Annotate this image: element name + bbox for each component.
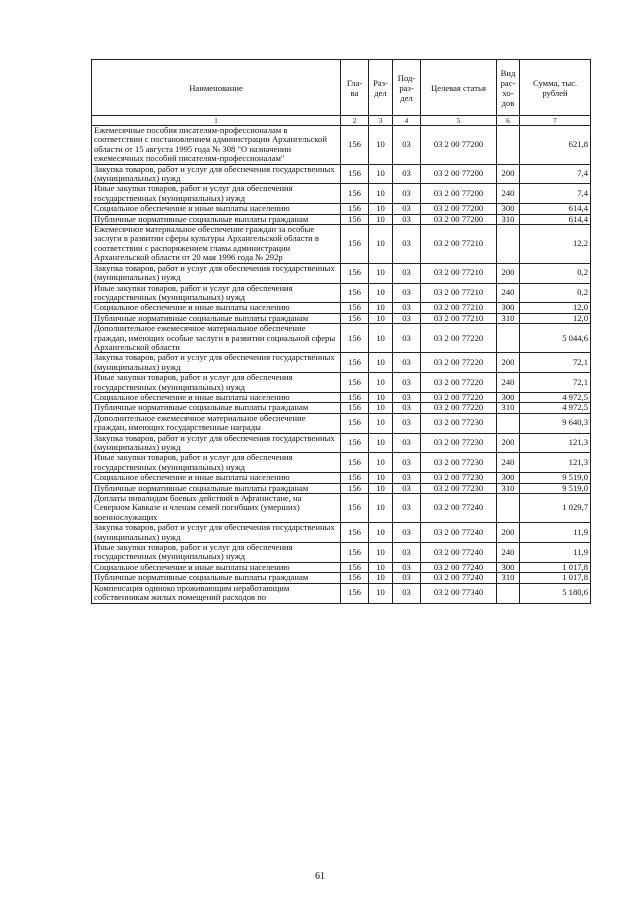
- row-vid: 310: [497, 483, 520, 493]
- row-podrazdel: 03: [393, 473, 421, 483]
- row-razdel: 10: [369, 573, 393, 583]
- row-vid: [497, 324, 520, 353]
- row-vid: 310: [497, 214, 520, 224]
- table-row: [92, 353, 591, 373]
- table-row: [92, 126, 591, 165]
- row-name: Закупка товаров, работ и услуг для обеспечения государственных (муниципальных) нужд: [92, 164, 341, 184]
- row-vid: 240: [497, 184, 520, 204]
- row-glava: 156: [341, 453, 369, 473]
- row-vid: 200: [497, 523, 520, 543]
- row-summa: 7,4: [520, 184, 591, 204]
- row-summa: 12,0: [520, 303, 591, 313]
- row-summa: 9 640,3: [520, 413, 591, 433]
- row-podrazdel: 03: [393, 543, 421, 563]
- row-name: Иные закупки товаров, работ и услуг для обеспечения государственных (муниципальных) нужд: [92, 283, 341, 303]
- row-razdel: 10: [369, 184, 393, 204]
- row-name: Дополнительное ежемесячное материальное обеспечение граждан, имеющих особые заслуги в развитии социальной сферы Архангельской области: [92, 324, 341, 353]
- row-name: Иные закупки товаров, работ и услуг для обеспечения государственных (муниципальных) нужд: [92, 543, 341, 563]
- table-body: [92, 126, 591, 604]
- row-razdel: 10: [369, 263, 393, 283]
- row-vid: [497, 225, 520, 264]
- row-vid: 240: [497, 283, 520, 303]
- column-number-row: [92, 116, 591, 126]
- row-statya: 03 2 00 77210: [421, 303, 497, 313]
- row-summa: 4 972,5: [520, 403, 591, 413]
- row-statya: 03 2 00 77200: [421, 184, 497, 204]
- row-glava: 156: [341, 523, 369, 543]
- table-row: [92, 164, 591, 184]
- column-number: 5: [421, 116, 497, 126]
- table-row: [92, 494, 591, 523]
- row-statya: 03 2 00 77340: [421, 583, 497, 603]
- header-row: [92, 60, 591, 116]
- table-row: [92, 573, 591, 583]
- row-razdel: 10: [369, 353, 393, 373]
- row-summa: 5 180,6: [520, 583, 591, 603]
- row-vid: [497, 413, 520, 433]
- row-summa: 12,0: [520, 313, 591, 323]
- row-podrazdel: 03: [393, 523, 421, 543]
- row-name: Компенсация одиноко проживающим неработающим собственникам жилых помещений расходов по: [92, 583, 341, 603]
- row-name: Дополнительное ежемесячное материальное обеспечение граждан, имеющих государственные награды: [92, 413, 341, 433]
- row-name: Закупка товаров, работ и услуг для обеспечения государственных (муниципальных) нужд: [92, 353, 341, 373]
- table-row: [92, 392, 591, 402]
- row-vid: 300: [497, 303, 520, 313]
- row-vid: 300: [497, 473, 520, 483]
- table-row: [92, 583, 591, 603]
- row-razdel: 10: [369, 483, 393, 493]
- row-statya: 03 2 00 77240: [421, 523, 497, 543]
- row-name: Публичные нормативные социальные выплаты гражданам: [92, 483, 341, 493]
- row-summa: 614,4: [520, 214, 591, 224]
- row-vid: 300: [497, 204, 520, 214]
- row-statya: 03 2 00 77200: [421, 214, 497, 224]
- row-glava: 156: [341, 373, 369, 393]
- row-name: Социальное обеспечение и иные выплаты населению: [92, 204, 341, 214]
- table-row: [92, 214, 591, 224]
- row-glava: 156: [341, 543, 369, 563]
- row-razdel: 10: [369, 392, 393, 402]
- row-razdel: 10: [369, 523, 393, 543]
- row-summa: 9 519,0: [520, 473, 591, 483]
- table-row: [92, 403, 591, 413]
- row-podrazdel: 03: [393, 483, 421, 493]
- row-podrazdel: 03: [393, 184, 421, 204]
- row-podrazdel: 03: [393, 324, 421, 353]
- row-razdel: 10: [369, 583, 393, 603]
- header-statya: Целевая статья: [421, 60, 497, 116]
- table-row: [92, 263, 591, 283]
- row-statya: 03 2 00 77220: [421, 392, 497, 402]
- row-statya: 03 2 00 77220: [421, 373, 497, 393]
- header-summa: Сумма, тыс. рублей: [520, 60, 591, 116]
- row-summa: 12,2: [520, 225, 591, 264]
- row-glava: 156: [341, 204, 369, 214]
- row-summa: 121,3: [520, 453, 591, 473]
- row-summa: 121,3: [520, 433, 591, 453]
- row-vid: [497, 494, 520, 523]
- row-podrazdel: 03: [393, 126, 421, 165]
- table-row: [92, 324, 591, 353]
- row-glava: 156: [341, 303, 369, 313]
- row-glava: 156: [341, 225, 369, 264]
- row-vid: 200: [497, 164, 520, 184]
- row-podrazdel: 03: [393, 494, 421, 523]
- row-statya: 03 2 00 77220: [421, 324, 497, 353]
- row-vid: 310: [497, 573, 520, 583]
- row-name: Социальное обеспечение и иные выплаты населению: [92, 392, 341, 402]
- row-statya: 03 2 00 77230: [421, 413, 497, 433]
- row-podrazdel: 03: [393, 214, 421, 224]
- row-razdel: 10: [369, 126, 393, 165]
- row-name: Закупка товаров, работ и услуг для обеспечения государственных (муниципальных) нужд: [92, 433, 341, 453]
- row-glava: 156: [341, 392, 369, 402]
- row-summa: 0,2: [520, 283, 591, 303]
- table-row: [92, 373, 591, 393]
- row-summa: 1 029,7: [520, 494, 591, 523]
- row-statya: 03 2 00 77230: [421, 433, 497, 453]
- row-razdel: 10: [369, 473, 393, 483]
- table-row: [92, 433, 591, 453]
- table-row: [92, 543, 591, 563]
- row-razdel: 10: [369, 303, 393, 313]
- row-name: Ежемесячные пособия писателям-профессионалам в соответствии с постановлением администрации Архангельской области от 15 августа 1995 года № 308 "О назначении ежемесячных пособий писателям-профессионалам": [92, 126, 341, 165]
- row-podrazdel: 03: [393, 453, 421, 473]
- row-summa: 11,9: [520, 543, 591, 563]
- row-summa: 5 044,6: [520, 324, 591, 353]
- row-summa: 1 017,8: [520, 562, 591, 572]
- row-statya: 03 2 00 77240: [421, 573, 497, 583]
- row-statya: 03 2 00 77240: [421, 494, 497, 523]
- row-podrazdel: 03: [393, 413, 421, 433]
- row-statya: 03 2 00 77220: [421, 353, 497, 373]
- table-row: [92, 562, 591, 572]
- row-summa: 621,8: [520, 126, 591, 165]
- row-name: Публичные нормативные социальные выплаты гражданам: [92, 313, 341, 323]
- row-razdel: 10: [369, 562, 393, 572]
- table-row: [92, 453, 591, 473]
- row-summa: 9 519,0: [520, 483, 591, 493]
- row-summa: 614,4: [520, 204, 591, 214]
- row-podrazdel: 03: [393, 164, 421, 184]
- row-statya: 03 2 00 77210: [421, 263, 497, 283]
- row-razdel: 10: [369, 324, 393, 353]
- row-glava: 156: [341, 413, 369, 433]
- row-statya: 03 2 00 77200: [421, 164, 497, 184]
- row-podrazdel: 03: [393, 403, 421, 413]
- row-name: Публичные нормативные социальные выплаты гражданам: [92, 403, 341, 413]
- row-glava: 156: [341, 562, 369, 572]
- row-vid: 200: [497, 433, 520, 453]
- table-row: [92, 473, 591, 483]
- table-row: [92, 184, 591, 204]
- row-razdel: 10: [369, 494, 393, 523]
- row-glava: 156: [341, 573, 369, 583]
- row-name: Иные закупки товаров, работ и услуг для обеспечения государственных (муниципальных) нужд: [92, 373, 341, 393]
- row-podrazdel: 03: [393, 263, 421, 283]
- header-vid: Вид рас-хо-дов: [497, 60, 520, 116]
- row-statya: 03 2 00 77200: [421, 126, 497, 165]
- row-statya: 03 2 00 77220: [421, 403, 497, 413]
- row-glava: 156: [341, 283, 369, 303]
- row-podrazdel: 03: [393, 573, 421, 583]
- row-razdel: 10: [369, 543, 393, 563]
- row-name: Социальное обеспечение и иные выплаты населению: [92, 562, 341, 572]
- row-name: Публичные нормативные социальные выплаты гражданам: [92, 573, 341, 583]
- row-summa: 11,9: [520, 523, 591, 543]
- row-summa: 4 972,5: [520, 392, 591, 402]
- table-row: [92, 313, 591, 323]
- row-podrazdel: 03: [393, 283, 421, 303]
- row-vid: [497, 126, 520, 165]
- row-podrazdel: 03: [393, 225, 421, 264]
- column-number: 3: [369, 116, 393, 126]
- row-statya: 03 2 00 77240: [421, 562, 497, 572]
- row-razdel: 10: [369, 453, 393, 473]
- table-row: [92, 523, 591, 543]
- row-glava: 156: [341, 483, 369, 493]
- row-statya: 03 2 00 77210: [421, 313, 497, 323]
- table-row: [92, 303, 591, 313]
- row-glava: 156: [341, 583, 369, 603]
- row-summa: 1 017,8: [520, 573, 591, 583]
- row-razdel: 10: [369, 313, 393, 323]
- row-vid: 300: [497, 392, 520, 402]
- row-statya: 03 2 00 77240: [421, 543, 497, 563]
- column-number: 1: [92, 116, 341, 126]
- row-podrazdel: 03: [393, 433, 421, 453]
- table-row: [92, 413, 591, 433]
- row-glava: 156: [341, 126, 369, 165]
- row-name: Социальное обеспечение и иные выплаты населению: [92, 303, 341, 313]
- table-row: [92, 225, 591, 264]
- row-summa: 72,1: [520, 353, 591, 373]
- row-razdel: 10: [369, 283, 393, 303]
- row-podrazdel: 03: [393, 303, 421, 313]
- row-vid: 200: [497, 353, 520, 373]
- row-vid: 300: [497, 562, 520, 572]
- row-podrazdel: 03: [393, 313, 421, 323]
- row-name: Закупка товаров, работ и услуг для обеспечения государственных (муниципальных) нужд: [92, 263, 341, 283]
- page-number: 61: [315, 871, 325, 882]
- row-name: Ежемесячное материальное обеспечение граждан за особые заслуги в развитии сферы культуры Архангельской области в соответствии с распоряжением главы администрации Архангельской области от 20 мая 1996 года № 292р: [92, 225, 341, 264]
- column-number: 7: [520, 116, 591, 126]
- row-statya: 03 2 00 77230: [421, 473, 497, 483]
- header-razdel: Раз-дел: [369, 60, 393, 116]
- header-podrazdel: Под-раз-дел: [393, 60, 421, 116]
- row-glava: 156: [341, 324, 369, 353]
- row-vid: 240: [497, 543, 520, 563]
- row-vid: 200: [497, 263, 520, 283]
- row-name: Публичные нормативные социальные выплаты гражданам: [92, 214, 341, 224]
- row-statya: 03 2 00 77200: [421, 204, 497, 214]
- row-summa: 0,2: [520, 263, 591, 283]
- row-podrazdel: 03: [393, 373, 421, 393]
- header-glava: Гла-ва: [341, 60, 369, 116]
- budget-table: [91, 59, 591, 604]
- row-glava: 156: [341, 353, 369, 373]
- row-vid: [497, 583, 520, 603]
- header-name: Наименование: [92, 60, 341, 116]
- row-razdel: 10: [369, 214, 393, 224]
- table-row: [92, 483, 591, 493]
- row-summa: 7,4: [520, 164, 591, 184]
- row-razdel: 10: [369, 204, 393, 214]
- row-summa: 72,1: [520, 373, 591, 393]
- row-glava: 156: [341, 184, 369, 204]
- row-razdel: 10: [369, 413, 393, 433]
- row-name: Социальное обеспечение и иные выплаты населению: [92, 473, 341, 483]
- row-statya: 03 2 00 77230: [421, 453, 497, 473]
- row-razdel: 10: [369, 403, 393, 413]
- row-name: Доплаты инвалидам боевых действий в Афганистане, на Северном Кавказе и членам семей погибших (умерших) военнослужащих: [92, 494, 341, 523]
- row-glava: 156: [341, 433, 369, 453]
- row-podrazdel: 03: [393, 204, 421, 214]
- row-glava: 156: [341, 473, 369, 483]
- row-glava: 156: [341, 164, 369, 184]
- row-vid: 240: [497, 453, 520, 473]
- row-statya: 03 2 00 77210: [421, 283, 497, 303]
- row-glava: 156: [341, 403, 369, 413]
- row-glava: 156: [341, 214, 369, 224]
- row-statya: 03 2 00 77230: [421, 483, 497, 493]
- table-row: [92, 283, 591, 303]
- row-razdel: 10: [369, 164, 393, 184]
- column-number: 2: [341, 116, 369, 126]
- row-razdel: 10: [369, 433, 393, 453]
- row-name: Иные закупки товаров, работ и услуг для обеспечения государственных (муниципальных) нужд: [92, 453, 341, 473]
- row-glava: 156: [341, 494, 369, 523]
- row-podrazdel: 03: [393, 583, 421, 603]
- row-razdel: 10: [369, 225, 393, 264]
- row-podrazdel: 03: [393, 353, 421, 373]
- row-podrazdel: 03: [393, 562, 421, 572]
- column-number: 6: [497, 116, 520, 126]
- row-vid: 310: [497, 313, 520, 323]
- row-name: Закупка товаров, работ и услуг для обеспечения государственных (муниципальных) нужд: [92, 523, 341, 543]
- table-row: [92, 204, 591, 214]
- row-vid: 240: [497, 373, 520, 393]
- row-glava: 156: [341, 313, 369, 323]
- row-razdel: 10: [369, 373, 393, 393]
- row-podrazdel: 03: [393, 392, 421, 402]
- row-name: Иные закупки товаров, работ и услуг для обеспечения государственных (муниципальных) нужд: [92, 184, 341, 204]
- row-glava: 156: [341, 263, 369, 283]
- column-number: 4: [393, 116, 421, 126]
- row-statya: 03 2 00 77210: [421, 225, 497, 264]
- row-vid: 310: [497, 403, 520, 413]
